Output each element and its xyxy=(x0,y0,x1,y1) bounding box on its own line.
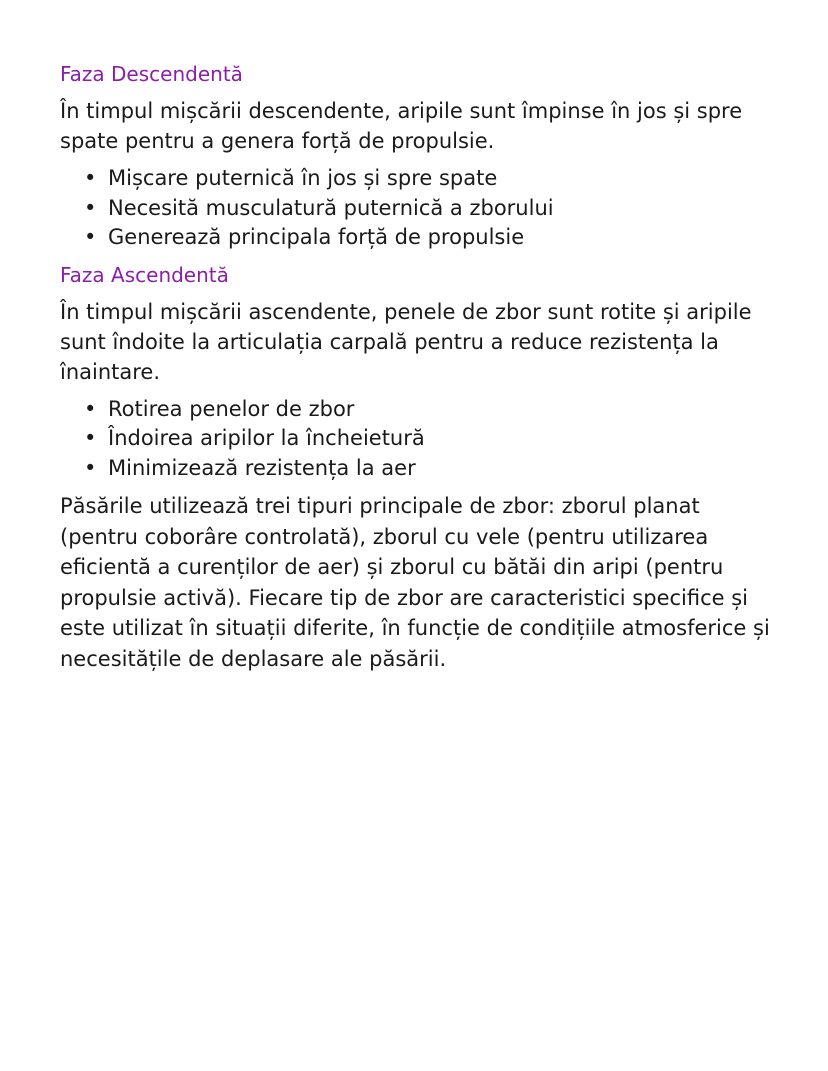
document-content xyxy=(60,60,780,674)
bullet-list-upstroke xyxy=(60,395,780,484)
list-item-text: Îndoirea aripilor la încheietură xyxy=(108,426,425,450)
section-paragraph-upstroke: În timpul mișcării ascendente, penele de zbor sunt rotite și aripile sunt îndoite la articulația carpală pentru a reduce rezistența la înaintare. xyxy=(60,299,752,384)
closing-paragraph: Păsările utilizează trei tipuri principale de zbor: zborul planat (pentru coborâre controlată), zborul cu vele (pentru utilizarea eficientă a curenților de aer) și zborul cu bătăi din aripi (pentru propulsie activă). Fiecare tip de zbor are caracteristici specifice și este utilizat în situații diferite, în funcție de condițiile atmosferice și necesitățile de deplasare ale păsării. xyxy=(60,494,770,671)
bullet-icon: • xyxy=(84,426,97,450)
list-item-text: Mișcare puternică în jos și spre spate xyxy=(108,166,498,190)
list-item xyxy=(84,395,780,425)
bullet-icon: • xyxy=(84,396,97,421)
list-item xyxy=(84,424,780,454)
bullet-icon: • xyxy=(84,195,97,220)
list-item xyxy=(84,223,780,253)
bullet-icon: • xyxy=(84,166,97,190)
section-heading-upstroke: Faza Ascendentă xyxy=(60,262,229,287)
section-downstroke xyxy=(60,60,780,253)
bullet-icon: • xyxy=(84,455,97,480)
list-item-text: Necesită musculatură puternică a zborului xyxy=(108,195,554,220)
section-upstroke xyxy=(60,261,780,484)
list-item xyxy=(84,454,780,484)
list-item-text: Rotirea penelor de zbor xyxy=(108,396,355,421)
bullet-icon: • xyxy=(84,225,97,249)
list-item-text: Generează principala forță de propulsie xyxy=(108,225,525,249)
list-item-text: Minimizează rezistența la aer xyxy=(108,455,416,480)
list-item xyxy=(84,194,780,224)
section-heading-downstroke: Faza Descendentă xyxy=(60,62,243,86)
section-paragraph-downstroke: În timpul mișcării descendente, aripile sunt împinse în jos și spre spate pentru a genera forță de propulsie. xyxy=(60,99,743,153)
list-item xyxy=(84,164,780,194)
bullet-list-downstroke xyxy=(60,164,780,253)
